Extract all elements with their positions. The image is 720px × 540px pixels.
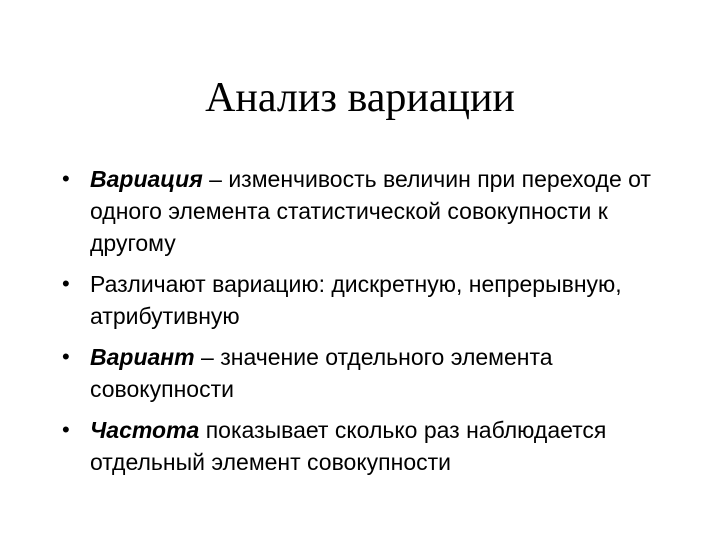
definition-frequency: показывает сколько раз наблюдается отдельный элемент совокупности [90, 417, 607, 475]
bullet-dot-icon: • [62, 417, 70, 442]
bullet-list [62, 163, 662, 487]
bullet-dot-icon: • [62, 344, 70, 369]
term-frequency: Частота [90, 417, 200, 443]
bullet-item-frequency [62, 414, 662, 478]
bullet-item-variation [62, 163, 662, 259]
definition-variation: – изменчивость величин при переходе от одного элемента статистической совокупности к другому [90, 166, 651, 256]
slide-title: Анализ вариации [205, 75, 515, 121]
bullet-dot-icon: • [62, 271, 70, 296]
definition-variant: – значение отдельного элемента совокупности [90, 344, 553, 402]
term-variant: Вариант [90, 344, 195, 370]
bullet-item-types [62, 268, 662, 332]
types-text: Различают вариацию: дискретную, непрерывную, атрибутивную [90, 271, 622, 329]
bullet-dot-icon: • [62, 166, 70, 191]
bullet-item-variant [62, 341, 662, 405]
term-variation: Вариация [90, 166, 203, 192]
